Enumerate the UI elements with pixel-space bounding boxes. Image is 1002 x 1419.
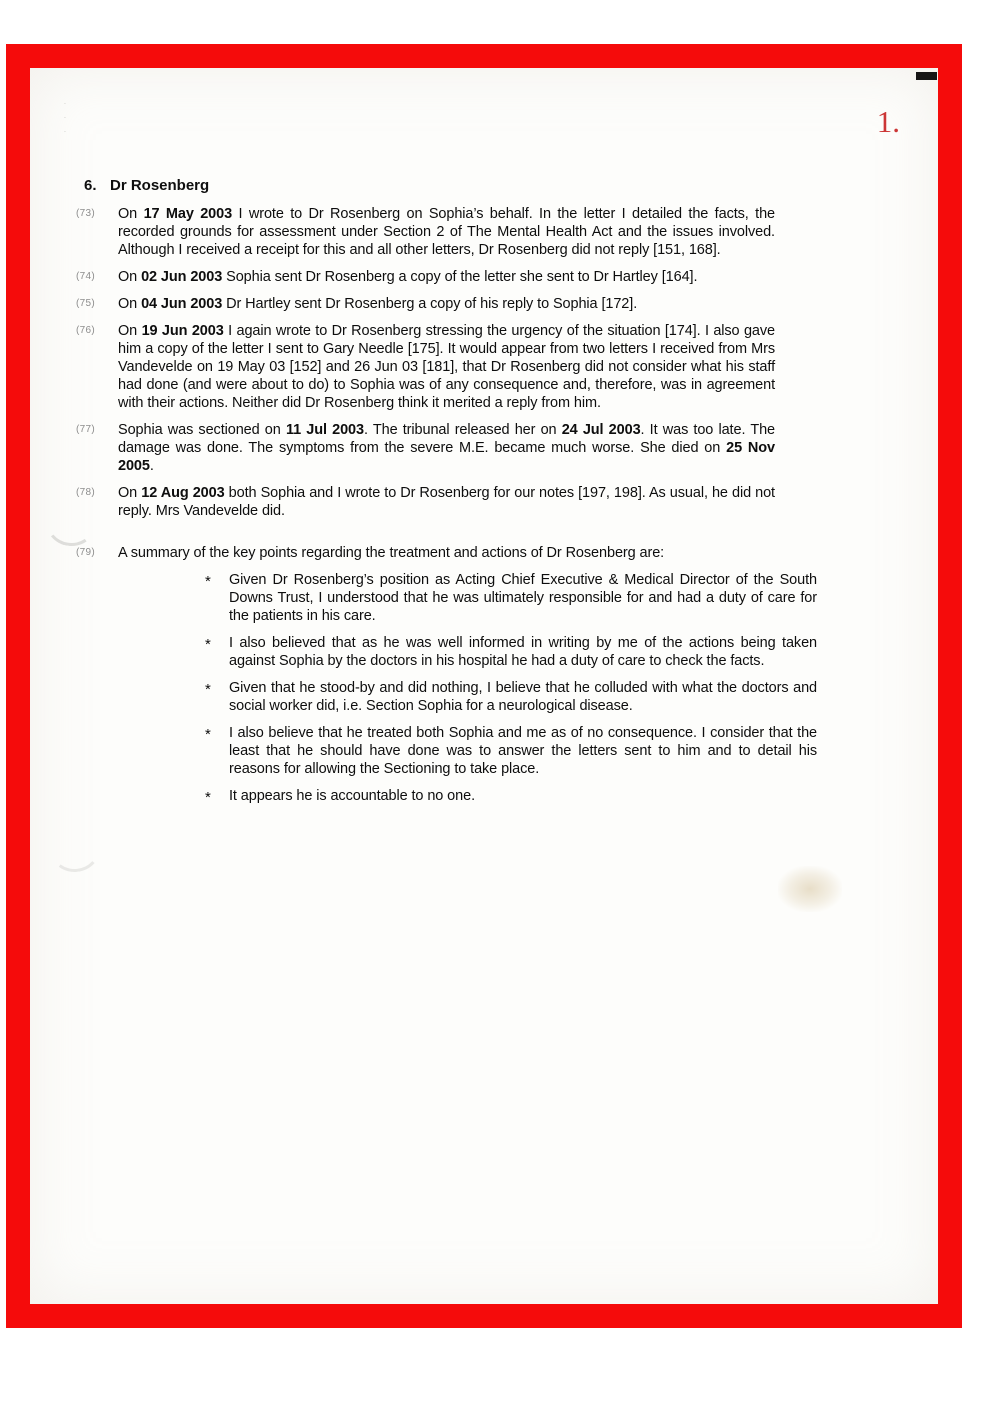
paragraph-number: (78) [76, 487, 95, 498]
bullet-text: I also believed that as he was well informed in writing by me of the actions being taken against Sophia by the doctors in his hospital he had a duty of care to check the facts. [229, 635, 817, 669]
section-heading [76, 176, 938, 195]
page-number: 1. [876, 104, 900, 139]
asterisk-bullet-icon: * [205, 726, 211, 743]
paragraph [76, 268, 938, 286]
paragraph [76, 205, 938, 259]
bullet-item [205, 634, 938, 670]
asterisk-bullet-icon: * [205, 681, 211, 698]
document-content [30, 68, 938, 1304]
paragraph [76, 484, 938, 520]
red-border-frame [6, 44, 962, 1328]
asterisk-bullet-icon: * [205, 573, 211, 590]
section-number: 6. [84, 177, 97, 194]
section-title: Dr Rosenberg [110, 177, 210, 194]
paragraph-text: On 02 Jun 2003 Sophia sent Dr Rosenberg a copy of the letter she sent to Dr Hartley [164]. [118, 269, 698, 285]
paragraph [76, 544, 938, 562]
paragraph [76, 421, 938, 475]
asterisk-bullet-icon: * [205, 789, 211, 806]
paragraph-text: Sophia was sectioned on 11 Jul 2003. The tribunal released her on 24 Jul 2003. It was too late. The damage was done. The symptoms from the severe M.E. became much worse. She died on 25 Nov 2005. [118, 422, 776, 474]
bullet-text: It appears he is accountable to no one. [229, 788, 475, 804]
paragraph-text: On 17 May 2003 I wrote to Dr Rosenberg on Sophia’s behalf. In the letter I detailed the facts, the recorded grounds for assessment under Section 2 of The Mental Health Act and the issues involved. Although I received a receipt for this and all other letters, Dr Rosenberg did not reply [151, 168]. [118, 206, 775, 258]
paragraph-text: On 04 Jun 2003 Dr Hartley sent Dr Rosenberg a copy of his reply to Sophia [172]. [118, 296, 638, 312]
paragraph-text: On 12 Aug 2003 both Sophia and I wrote to Dr Rosenberg for our notes [197, 198]. As usual, he did not reply. Mrs Vandevelde did. [118, 485, 775, 519]
bullet-item [205, 679, 938, 715]
bullet-text: I also believe that he treated both Sophia and me as of no consequence. I consider that the least that he should have done was to answer the letters sent to him and to detail his reasons for allowing the Sectioning to take place. [229, 725, 817, 777]
paragraph [76, 322, 938, 412]
asterisk-bullet-icon: * [205, 636, 211, 653]
paragraph [76, 295, 938, 313]
paragraph-text: On 19 Jun 2003 I again wrote to Dr Rosenberg stressing the urgency of the situation [174]. I also gave him a copy of the letter I sent to Gary Needle [175]. It would appear from two letters I received from Mrs Vandevelde on 19 May 03 [152] and 26 Jun 03 [181], that Dr Rosenberg did not consider what his staff had done (and were about to do) to Sophia was of any consequence and, therefore, was in agreement with their actions. Neither did Dr Rosenberg think it merited a reply from him. [118, 323, 775, 411]
paragraph-number: (74) [76, 271, 95, 282]
bullet-item [205, 571, 938, 625]
paragraph-number: (79) [76, 547, 95, 558]
bullet-item [205, 787, 938, 806]
bullet-text: Given that he stood-by and did nothing, I believe that he colluded with what the doctors and social worker did, i.e. Section Sophia for a neurological disease. [229, 680, 817, 714]
document-page [30, 68, 938, 1304]
paragraph-number: (76) [76, 325, 95, 336]
bullet-item [205, 724, 938, 778]
paragraph-number: (75) [76, 298, 95, 309]
bullet-text: Given Dr Rosenberg’s position as Acting Chief Executive & Medical Director of the South Downs Trust, I understood that he was ultimately responsible for and had a duty of care for the patients in his care. [229, 572, 817, 624]
paragraph-number: (77) [76, 424, 95, 435]
scan-artifact: . . . [64, 99, 66, 134]
paragraph-list [76, 205, 938, 562]
paragraph-text: A summary of the key points regarding the treatment and actions of Dr Rosenberg are: [118, 545, 665, 561]
bullet-list [76, 571, 938, 806]
paragraph-number: (73) [76, 208, 95, 219]
